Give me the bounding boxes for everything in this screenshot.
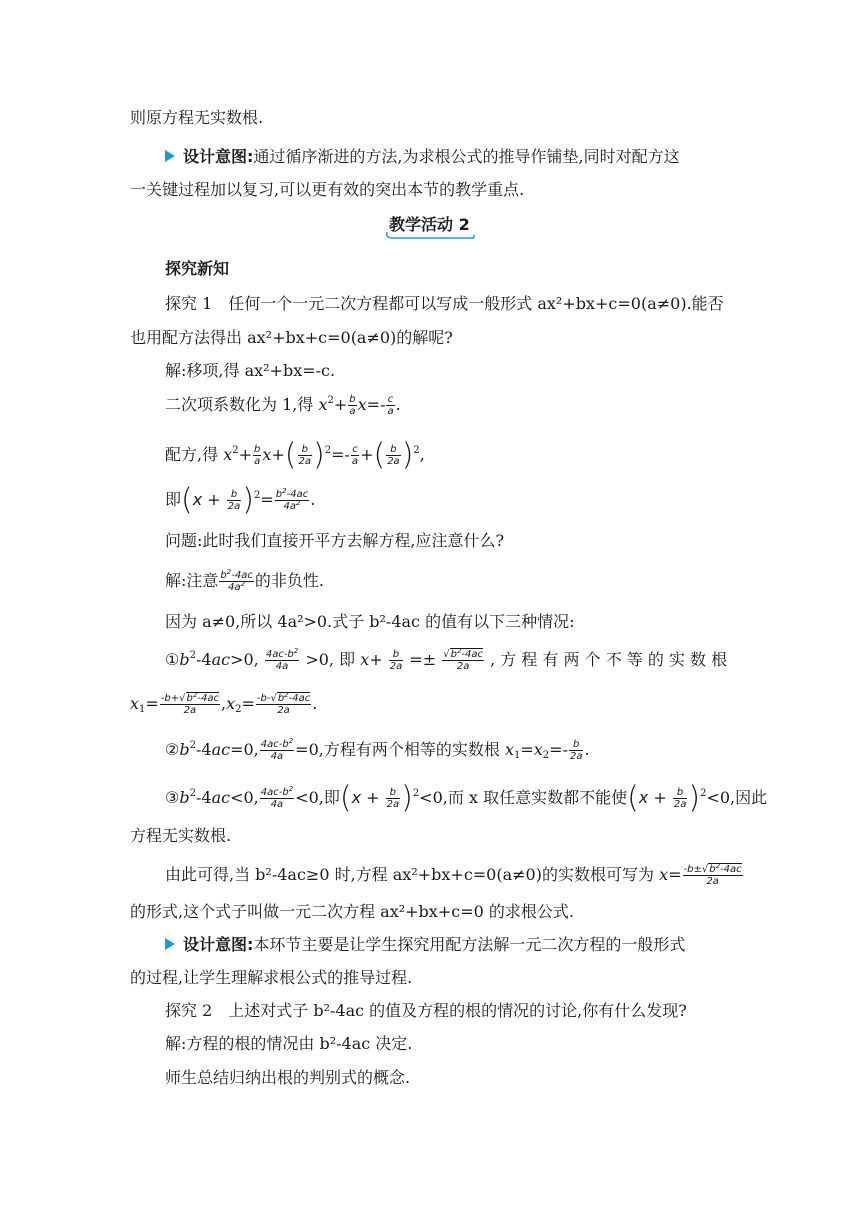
case-1-roots: $x_1=$ $\frac{-b+√b^2-4ac}{2a}$ $,x_2=$ $\frac{-b-√b^2-4ac}{2a}$ .	[130, 691, 318, 716]
question-text: 问题:此时我们直接开平方去解方程,应注意什么?	[165, 531, 505, 550]
design-intent-2	[165, 933, 685, 957]
design-intent-text: 通过循序渐进的方法,为求根公式的推导作铺垫,同时对配方这	[253, 147, 680, 166]
design-intent-2-cont: 的过程,让学生理解求根公式的推导过程.	[130, 968, 413, 987]
step-ie: 即(x + $\frac{b}{2a}$ )$^2$= $\frac{b^2-4ac}{4a^2}$ .	[165, 482, 316, 518]
explore-1-text: 探究 1 任何一个一元二次方程都可以写成一般形式 ax²+bx+c=0(a≠0).能否	[165, 294, 724, 313]
triangle-bullet-icon	[165, 938, 175, 950]
case-1: $①b^2-4ac>0$, $\frac{4ac-b^2}{4a}$ >0, 即 x+ $\frac{b}{2a}$ =± $\frac{√b^2-4ac}{2a}$ , 方 程 有 两 个 不 等 的 实 数 根	[165, 647, 728, 672]
design-intent-1	[165, 145, 680, 169]
case-3-cont: 方程无实数根.	[130, 826, 232, 845]
design-intent-label: 设计意图:	[183, 935, 254, 954]
explore-2-text: 探究 2 上述对式子 b²-4ac 的值及方程的根的情况的讨论,你有什么发现?	[165, 1001, 687, 1020]
activity-heading	[383, 214, 476, 240]
explore-1-cont: 也用配方法得出 ax²+bx+c=0(a≠0)的解呢?	[130, 328, 453, 347]
design-intent-label: 设计意图:	[183, 147, 254, 166]
case-3: $③b^2-4ac<0$, $\frac{4ac-b^2}{4a}$ <0,即(x + $\frac{b}{2a}$ )$^2$<0,而 x 取任意实数都不能使(x + $\frac{b}{2a}$ )$^2$<0,因此	[165, 780, 768, 816]
because-text: 因为 a≠0,所以 4a²>0.式子 b²-4ac 的值有以下三种情况:	[165, 612, 575, 631]
case-2: $②b^2-4ac=0$, $\frac{4ac-b^2}{4a}$ =0,方程有两个相等的实数根 $x_1=x_2=-$ $\frac{b}{2a}$ .	[165, 737, 590, 762]
step-normalize: 二次项系数化为 1,得 $x^2+$ $\frac{b}{a}$ x=- $\frac{c}{a}$ .	[165, 394, 401, 417]
explore-2-answer: 解:方程的根的情况由 b²-4ac 决定.	[165, 1034, 413, 1053]
design-intent-1-cont: 一关键过程加以复习,可以更有效的突出本节的教学重点.	[130, 180, 525, 199]
design-intent-text: 本环节主要是让学生探究用配方法解一元二次方程的一般形式	[253, 935, 686, 954]
paragraph-conclusion: 则原方程无实数根.	[130, 108, 264, 127]
root-formula-cont: 的形式,这个式子叫做一元二次方程 ax²+bx+c=0 的求根公式.	[130, 902, 574, 921]
step-complete-square: 配方,得 $x^2+$ $\frac{b}{a}$ x+( $\frac{b}{2a}$ )$^2$=- $\frac{c}{a}$ +( $\frac{b}{2a}$ )$^2$,	[165, 437, 425, 473]
activity-title: 教学活动 2	[389, 215, 470, 234]
explore-2-summary: 师生总结归纳出根的判别式的概念.	[165, 1068, 411, 1087]
note-nonnegative: 解:注意 $\frac{b^2-4ac}{4a^2}$ 的非负性.	[165, 568, 324, 593]
triangle-bullet-icon	[165, 150, 175, 162]
step-move-term: 解:移项,得 ax²+bx=-c.	[165, 361, 336, 380]
section-title: 探究新知	[165, 259, 230, 278]
root-formula-line: 由此可得,当 b²-4ac≥0 时,方程 ax²+bx+c=0(a≠0)的实数根可写为 x= $\frac{-b\pm√b^2-4ac}{2a}$	[165, 862, 742, 887]
